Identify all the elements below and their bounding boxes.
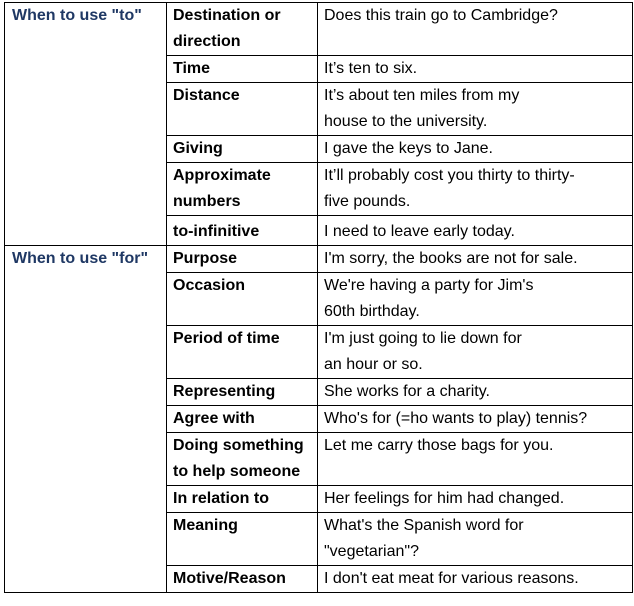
example-cell (318, 566, 633, 593)
usage-cell (167, 246, 318, 273)
usage-cell (167, 216, 318, 246)
example-cell (318, 379, 633, 406)
example-cell (318, 326, 633, 379)
usage-cell (167, 379, 318, 406)
example-cell (318, 406, 633, 433)
example-line: It’ll probably cost you thirty to thirty- (324, 167, 575, 184)
usage-cell (167, 566, 318, 593)
category-cell: When to use "for" (5, 246, 167, 593)
example-line: Who's for (=ho wants to play) tennis? (324, 410, 588, 427)
example-line: Let me carry those bags for you. (324, 437, 554, 454)
example-line: five pounds. (324, 193, 411, 210)
usage-line: Doing something (173, 437, 304, 454)
usage-cell (167, 326, 318, 379)
example-line: It’s about ten miles from my (324, 87, 520, 104)
usage-cell (167, 83, 318, 136)
usage-line: direction (173, 33, 241, 50)
usage-line: numbers (173, 193, 241, 210)
example-cell (318, 136, 633, 163)
table-row (5, 3, 633, 56)
example-line: Her feelings for him had changed. (324, 490, 565, 507)
example-cell (318, 433, 633, 486)
category-cell: When to use "to" (5, 3, 167, 246)
example-line: I'm just going to lie down for (324, 330, 522, 347)
usage-table (4, 2, 633, 593)
example-cell (318, 3, 633, 56)
usage-cell (167, 136, 318, 163)
usage-line: Agree with (173, 410, 255, 427)
usage-line: Occasion (173, 277, 246, 294)
usage-line: Purpose (173, 250, 238, 267)
usage-line: Motive/Reason (173, 570, 286, 587)
usage-line: Distance (173, 87, 240, 104)
usage-line: Meaning (173, 517, 238, 534)
example-line: What's the Spanish word for (324, 517, 524, 534)
usage-cell (167, 433, 318, 486)
example-cell (318, 83, 633, 136)
example-line: She works for a charity. (324, 383, 490, 400)
usage-line: to-infinitive (173, 223, 260, 240)
example-line: Does this train go to Cambridge? (324, 7, 558, 24)
usage-cell (167, 273, 318, 326)
usage-line: In relation to (173, 490, 269, 507)
example-line: I need to leave early today. (324, 223, 515, 240)
usage-line: Time (173, 60, 211, 77)
example-cell (318, 486, 633, 513)
usage-cell (167, 486, 318, 513)
example-line: It’s ten to six. (324, 60, 418, 77)
example-cell (318, 246, 633, 273)
example-cell (318, 216, 633, 246)
usage-cell (167, 56, 318, 83)
example-line: an hour or so. (324, 356, 423, 373)
usage-line: Approximate (173, 167, 271, 184)
example-line: house to the university. (324, 113, 488, 130)
example-line: I'm sorry, the books are not for sale. (324, 250, 578, 267)
usage-cell (167, 163, 318, 216)
example-cell (318, 56, 633, 83)
example-line: I don't eat meat for various reasons. (324, 570, 579, 587)
usage-cell (167, 406, 318, 433)
table-row (5, 246, 633, 273)
example-line: I gave the keys to Jane. (324, 140, 493, 157)
example-line: We're having a party for Jim's (324, 277, 534, 294)
example-cell (318, 513, 633, 566)
usage-line: Period of time (173, 330, 280, 347)
example-cell (318, 163, 633, 216)
usage-cell (167, 3, 318, 56)
usage-line: Representing (173, 383, 276, 400)
usage-line: Giving (173, 140, 223, 157)
usage-line: to help someone (173, 463, 301, 480)
usage-line: Destination or (173, 7, 281, 24)
example-line: "vegetarian"? (324, 543, 419, 560)
usage-cell (167, 513, 318, 566)
example-line: 60th birthday. (324, 303, 420, 320)
example-cell (318, 273, 633, 326)
